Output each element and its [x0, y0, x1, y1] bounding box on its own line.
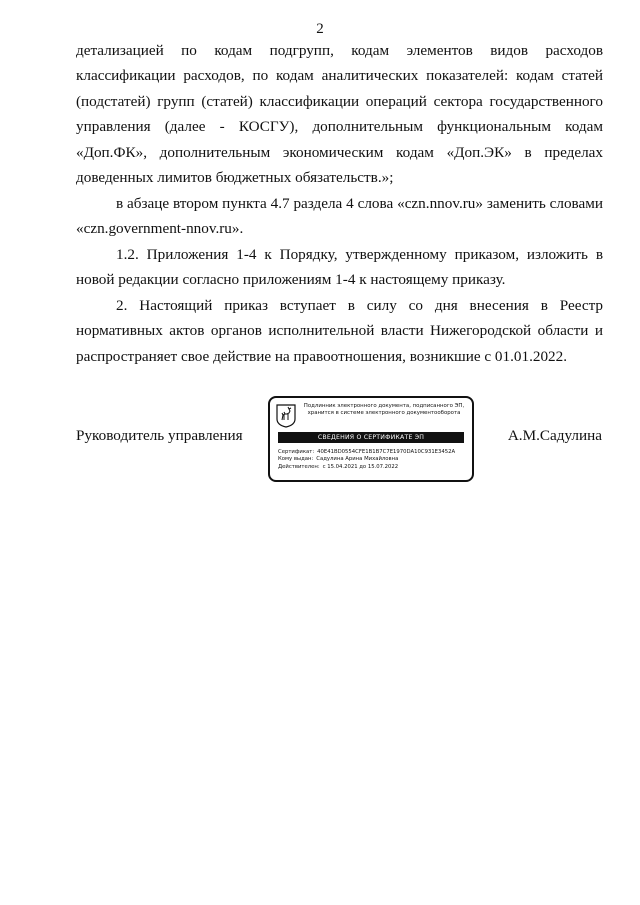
stamp-details [278, 449, 470, 471]
signatory-name: А.М.Садулина [507, 427, 602, 444]
stamp-header-line1: Подлинник электронного документа, подписанного ЭП, [303, 403, 465, 409]
valid-value: с 15.04.2021 до 15.07.2022 [322, 463, 399, 470]
stamp-valid-row [278, 464, 470, 471]
electronic-signature-stamp [268, 396, 474, 482]
valid-label: Действителен: [278, 463, 320, 470]
paragraph-continuation: детализацией по кодам подгрупп, кодам элементов видов расходов классификации расходов, по кодам аналитических показателей: кодам статей (подстатей) групп (статей) классификации операций сектора государственного управления (далее - КОСГУ), дополнительным функциональным кодам «Доп.ФК», дополнительным экономическим кодам «Доп.ЭК» в пределах доведенных лимитов бюджетных обязательств.»; [76, 42, 603, 187]
paragraph-effective-date: 2. Настоящий приказ вступает в силу со дня внесения в Реестр нормативных актов органов исполнительной власти Нижегородской области и распространяет свое действие на правоотношения, возникшие с 01.01.2022. [76, 297, 603, 365]
signatory-position: Руководитель управления [76, 427, 243, 444]
page-number: 2 [316, 21, 324, 37]
issued-value: Садулина Арина Михайловна [316, 456, 399, 463]
issued-label: Кому выдан: [278, 456, 314, 463]
paragraph-appendices: 1.2. Приложения 1-4 к Порядку, утвержденному приказом, изложить в новой редакции согласно приложениям 1-4 к настоящему приказу. [76, 246, 603, 289]
certificate-value: 40E41BD0554CFE1B1B7C7E1970DA10C931E3452A [317, 449, 456, 455]
stamp-issued-row [278, 456, 470, 463]
paragraph-website-replacement: в абзаце втором пункта 4.7 раздела 4 слова «czn.nnov.ru» заменить словами «czn.government-nnov.ru». [76, 195, 603, 238]
certificate-label: Сертификат: [278, 449, 315, 455]
stamp-header [296, 403, 472, 417]
deer-emblem-icon [276, 404, 296, 428]
stamp-header-line2: хранится в системе электронного документооборота [307, 410, 461, 416]
stamp-title: СВЕДЕНИЯ О СЕРТИФИКАТЕ ЭП [278, 432, 464, 443]
